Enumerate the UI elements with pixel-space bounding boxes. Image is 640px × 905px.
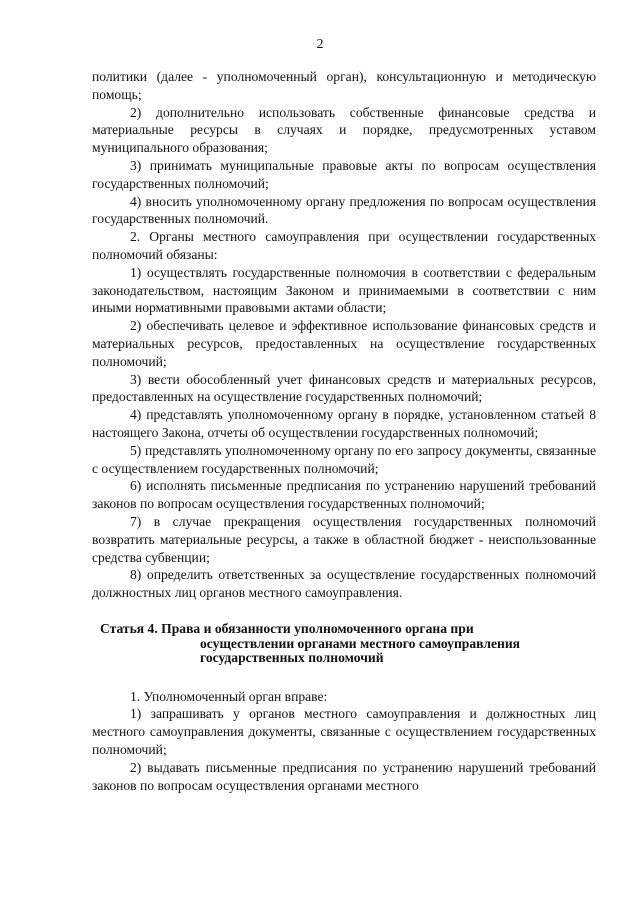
paragraph: 4) вносить уполномоченному органу предложения по вопросам осуществления государственных полномочий. <box>92 193 596 227</box>
paragraph: 3) вести обособленный учет финансовых средств и материальных ресурсов, предоставленных на осуществление государственных полномочий; <box>92 371 596 405</box>
paragraphs-section-1 <box>92 68 596 602</box>
article-heading-line-2: осуществлении органами местного самоуправления <box>200 635 521 651</box>
paragraph: 1. Уполномоченный орган вправе: <box>130 688 328 704</box>
paragraph: 7) в случае прекращения осуществления государственных полномочий возвратить материальные ресурсы, а также в областной бюджет - неиспользованные средства субвенции; <box>92 513 596 565</box>
paragraph: 3) принимать муниципальные правовые акты по вопросам осуществления государственных полномочий; <box>92 157 596 191</box>
paragraph: 1) осуществлять государственные полномочия в соответствии с федеральным законодательством, настоящим Законом и принимаемыми в соответствии с ним иными нормативными правовыми актами области; <box>92 264 596 316</box>
paragraph: 6) исполнять письменные предписания по устранению нарушений требований законов по вопросам осуществления государственных полномочий; <box>92 478 596 512</box>
article-heading-line-3: государственных полномочий <box>200 650 384 666</box>
paragraph: 4) представлять уполномоченному органу в порядке, установленном статьей 8 настоящего Закона, отчеты об осуществлении государственных полномочий; <box>92 407 596 440</box>
paragraph: 2) обеспечивать целевое и эффективное использование финансовых средств и материальных ресурсов, предоставленных на осуществление государственных полномочий; <box>92 318 596 369</box>
article-heading-line-1: Статья 4. Права и обязанности уполномоченного органа при <box>100 620 474 636</box>
page-number: 2 <box>316 36 324 51</box>
document-body <box>92 68 596 794</box>
paragraphs-section-2 <box>92 688 596 795</box>
article-heading <box>92 622 596 666</box>
paragraph: 1) запрашивать у органов местного самоуправления и должностных лиц местного самоуправления документы, связанные с осуществлением государственных полномочий; <box>92 706 596 758</box>
paragraph: 5) представлять уполномоченному органу по его запросу документы, связанные с осуществлением государственных полномочий; <box>92 442 596 476</box>
paragraph: 8) определить ответственных за осуществление государственных полномочий должностных лиц органов местного самоуправления. <box>92 567 596 601</box>
paragraph: 2. Органы местного самоуправления при осуществлении государственных полномочий обязаны: <box>92 229 596 262</box>
paragraph: 2) выдавать письменные предписания по устранению нарушений требований законов по вопросам осуществления органами местного <box>92 759 596 793</box>
paragraph: политики (далее - уполномоченный орган), консультационную и методическую помощь; <box>92 69 596 102</box>
paragraph: 2) дополнительно использовать собственные финансовые средства и материальные ресурсы в случаях и порядке, предусмотренных уставом муниципального образования; <box>92 104 596 156</box>
